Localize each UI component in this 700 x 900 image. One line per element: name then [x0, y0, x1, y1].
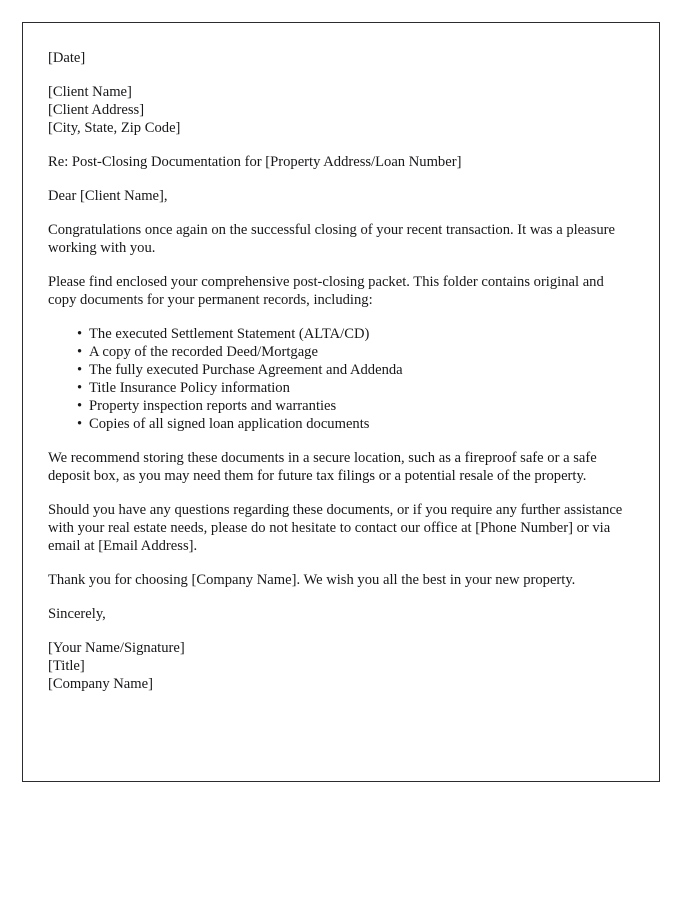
recipient-address: [Client Address]	[48, 102, 145, 118]
bullet-icon: •	[77, 416, 83, 432]
questions-paragraph-block	[48, 501, 633, 555]
salutation-block	[48, 187, 633, 205]
thanks-paragraph: Thank you for choosing [Company Name]. We wish you all the best in your new property.	[48, 572, 576, 588]
intro-paragraph-block	[48, 221, 633, 257]
salutation: Dear [Client Name],	[48, 188, 168, 204]
recipient-address-block	[48, 83, 633, 137]
list-item-label: The executed Settlement Statement (ALTA/CD)	[89, 326, 370, 342]
list-item	[77, 325, 633, 343]
bullet-icon: •	[77, 326, 83, 342]
intro-paragraph: Congratulations once again on the successful closing of your recent transaction. It was a pleasure working with you.	[48, 222, 615, 256]
signature-block	[48, 639, 633, 693]
bullet-icon: •	[77, 344, 83, 360]
packet-paragraph-block	[48, 273, 633, 309]
recipient-city-state-zip: [City, State, Zip Code]	[48, 120, 181, 136]
storage-paragraph: We recommend storing these documents in a secure location, such as a fireproof safe or a safe deposit box, as you may need them for future tax filings or a potential resale of the property.	[48, 450, 597, 484]
questions-paragraph: Should you have any questions regarding these documents, or if you require any further assistance with your real estate needs, please do not hesitate to contact our office at [Phone Number] or via email at [Email Address].	[48, 502, 623, 554]
list-item	[77, 379, 633, 397]
list-item	[77, 343, 633, 361]
thanks-paragraph-block	[48, 571, 633, 589]
signer-company: [Company Name]	[48, 676, 153, 692]
signer-title: [Title]	[48, 658, 85, 674]
list-item-label: Title Insurance Policy information	[89, 380, 290, 396]
date-block	[48, 49, 633, 67]
storage-paragraph-block	[48, 449, 633, 485]
bullet-icon: •	[77, 362, 83, 378]
subject-line: Re: Post-Closing Documentation for [Property Address/Loan Number]	[48, 154, 462, 170]
list-item	[77, 361, 633, 379]
signer-name: [Your Name/Signature]	[48, 640, 185, 656]
list-item-label: Property inspection reports and warranties	[89, 398, 337, 414]
bullet-icon: •	[77, 380, 83, 396]
subject-block	[48, 153, 633, 171]
list-item-label: A copy of the recorded Deed/Mortgage	[89, 344, 318, 360]
closing-salutation: Sincerely,	[48, 606, 106, 622]
enclosed-documents-list	[48, 325, 633, 433]
closing-block	[48, 605, 633, 623]
letter-page-frame	[22, 22, 660, 782]
list-item-label: The fully executed Purchase Agreement and Addenda	[89, 362, 403, 378]
list-item	[77, 397, 633, 415]
packet-paragraph: Please find enclosed your comprehensive post-closing packet. This folder contains original and copy documents for your permanent records, including:	[48, 274, 604, 308]
list-item-label: Copies of all signed loan application documents	[89, 416, 370, 432]
list-item	[77, 415, 633, 433]
letter-content	[23, 23, 659, 693]
recipient-name: [Client Name]	[48, 84, 132, 100]
bullet-icon: •	[77, 398, 83, 414]
date-placeholder: [Date]	[48, 50, 86, 66]
